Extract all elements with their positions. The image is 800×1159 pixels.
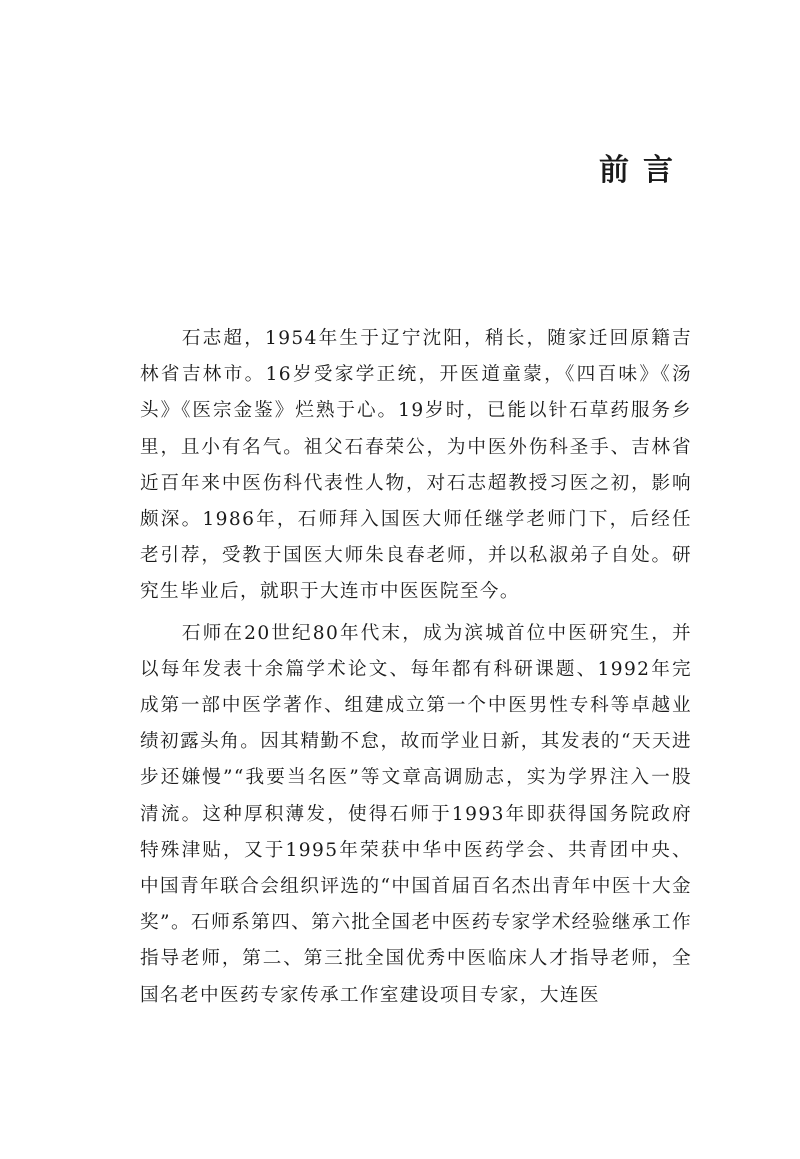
paragraph-2: 石师在20世纪80年代末，成为滨城首位中医研究生，并以每年发表十余篇学术论文、每年都有科研课题、1992年完成第一部中医学著作、组建成立第一个中医男性专科等卓越业绩初露头角。因其精勤不怠，故而学业日新，其发表的“天天进步还嫌慢”“我要当名医”等文章高调励志，实为学界注入一股清流。这种厚积薄发，使得石师于1993年即获得国务院政府特殊津贴，又于1995年荣获中华中医药学会、共青团中央、中国青年联合会组织评选的“中国首届百名杰出青年中医十大金奖”。石师系第四、第六批全国老中医药专家学术经验继承工作指导老师，第二、第三批全国优秀中医临床人才指导老师，全国名老中医药专家传承工作室建设项目专家，大连医 — [140, 622, 692, 1006]
paragraph-1: 石志超，1954年生于辽宁沈阳，稍长，随家迁回原籍吉林省吉林市。16岁受家学正统，开医道童蒙，《四百味》《汤头》《医宗金鉴》烂熟于心。19岁时，已能以针石草药服务乡里，且小有名气。祖父石春荣公，为中医外伤科圣手、吉林省近百年来中医伤科代表性人物，对石志超教授习医之初，影响颇深。1986年，石师拜入国医大师任继学老师门下，后经任老引荐，受教于国医大师朱良春老师，并以私淑弟子自处。研究生毕业后，就职于大连市中医医院至今。 — [140, 328, 692, 603]
body-text — [140, 321, 692, 1019]
page-title: 前言 — [599, 153, 687, 188]
